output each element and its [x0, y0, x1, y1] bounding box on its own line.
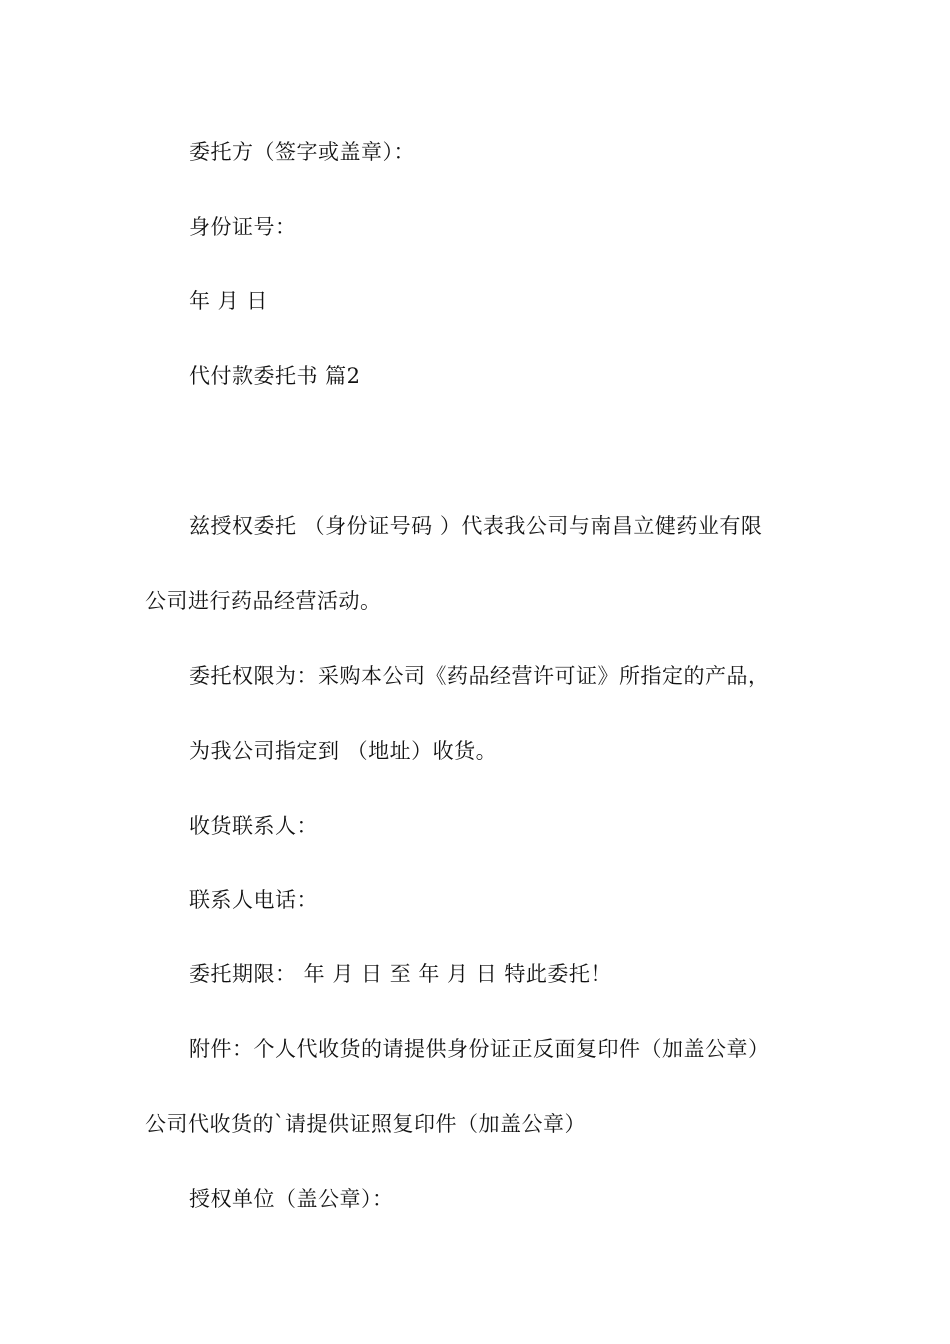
attachment-line-2: 公司代收货的`请提供证照复印件（加盖公章）: [145, 1112, 586, 1136]
authorization-paragraph-line-2: 公司进行药品经营活动。: [145, 589, 382, 613]
section-heading: 代付款委托书 篇2: [189, 364, 361, 388]
scope-line-1: 委托权限为：采购本公司《药品经营许可证》所指定的产品，: [189, 664, 770, 688]
attachment-line-1: 附件：个人代收货的请提供身份证正反面复印件（加盖公章）: [189, 1037, 770, 1061]
authorizing-unit-line: 授权单位（盖公章）：: [189, 1187, 394, 1211]
authorization-paragraph-line-1: 兹授权委托 （身份证号码 ）代表我公司与南昌立健药业有限: [189, 514, 763, 538]
principal-signature-line: 委托方（签字或盖章）：: [189, 140, 415, 164]
contact-phone-line: 联系人电话：: [189, 888, 318, 912]
scope-line-2: 为我公司指定到 （地址）收货。: [189, 739, 498, 763]
receiving-contact-line: 收货联系人：: [189, 814, 318, 838]
id-number-line: 身份证号：: [189, 215, 297, 239]
date-line: 年 月 日: [189, 289, 268, 313]
authorization-period-line: 委托期限： 年 月 日 至 年 月 日 特此委托！: [189, 962, 612, 986]
